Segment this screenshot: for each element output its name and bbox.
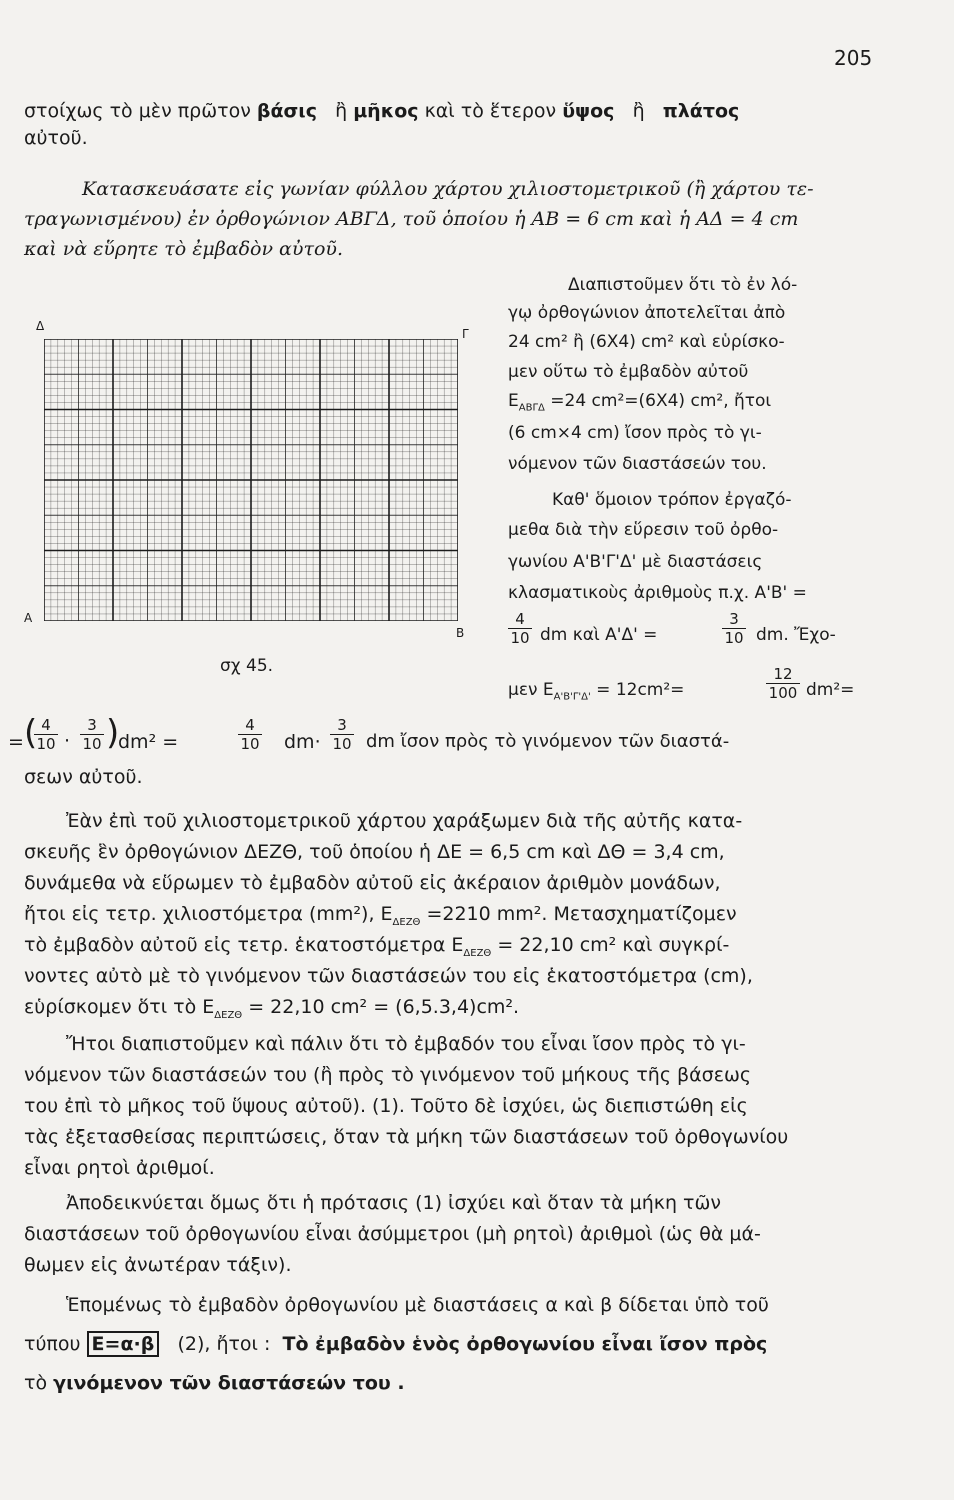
p3-line-1: Ἤτοι διαπιστοῦμεν καὶ πάλιν ὅτι τὸ ἐμβαδόν του εἶναι ἴσον πρὸς τὸ γι- xyxy=(66,1033,746,1055)
p4-line-3: θωμεν εἰς ἀνωτέραν τάξιν). xyxy=(24,1254,292,1276)
millimetre-grid-rectangle xyxy=(44,339,458,621)
p3-line-3: του ἐπὶ τὸ μῆκος τοῦ ὕψους αὐτοῦ). (1). Τοῦτο δὲ ἰσχύει, ὡς διεπιστώθη εἰς xyxy=(24,1095,748,1117)
p3-line-4: τὰς ἐξετασθείσας περιπτώσεις, ὅταν τὰ μήκη τῶν διαστάσεων τοῦ ὀρθογωνίου xyxy=(24,1126,789,1148)
rc-frac-1: $\frac{4}{10}$ xyxy=(508,612,532,646)
formula-lparen: ( xyxy=(24,713,38,753)
formula-line-2: σεων αὐτοῦ. xyxy=(24,766,143,788)
p2-line-3: δυνάμεθα νὰ εὕρωμεν τὸ ἐμβαδὸν αὐτοῦ εἰς ἀκέραιον ἀριθμὸν μονάδων, xyxy=(24,872,721,894)
p2-line-4: ἤτοι εἰς τετρ. χιλιοστόμετρα (mm²), $E_{\Delta EZ\Theta} =2210$ mm². Μετασχηματίζομεν xyxy=(24,903,737,928)
rc-line-1: Διαπιστοῦμεν ὅτι τὸ ἐν λό- xyxy=(568,275,798,295)
formula-frac-1: $\frac{4}{10}$ xyxy=(34,718,58,752)
rc-line-13: μεν $E_{A'B'\Gamma'\Delta'} = 12cm^2=$ xyxy=(508,680,685,703)
formula-eq: = xyxy=(8,731,24,753)
exercise-line-1: Κατασκευάσατε εἰς γωνίαν φύλλου χάρτου χιλιοστομετρικοῦ (ἢ χάρτου τε- xyxy=(82,178,814,200)
formula-unit: dm² = xyxy=(118,731,179,753)
figure-caption: σχ 45. xyxy=(220,656,274,676)
formula-tail: dm ἴσον πρὸς τὸ γινόμενον τῶν διαστά- xyxy=(366,731,730,752)
formula-rparen: ) xyxy=(106,713,120,753)
p3-line-2: νόμενον τῶν διαστάσεών του (ἢ πρὸς τὸ γινόμενον τοῦ μήκους τῆς βάσεως xyxy=(24,1064,752,1086)
label-beta: Β xyxy=(456,626,465,640)
rc-line-9: μεθα διὰ τὴν εὕρεσιν τοῦ ὀρθο- xyxy=(508,520,779,540)
p4-line-1: Ἀποδεικνύεται ὅμως ὅτι ἡ πρότασις (1) ἰσχύει καὶ ὅταν τὰ μήκη τῶν xyxy=(66,1192,722,1214)
p2-line-1: Ἐὰν ἐπὶ τοῦ χιλιοστομετρικοῦ χάρτου χαράξωμεν διὰ τῆς αὐτῆς κατα- xyxy=(66,810,743,832)
p2-line-7: εὑρίσκομεν ὅτι τὸ $E_{\Delta EZ\Theta} = 22,10$ cm² = (6,5.3,4)cm². xyxy=(24,996,520,1021)
rc-line-4: μεν οὕτω τὸ ἐμβαδὸν αὐτοῦ xyxy=(508,362,749,382)
area-formula-box: Ε=α·β xyxy=(87,1331,160,1357)
rc-line-5: $E_{AB\Gamma\Delta} =24$ cm²=(6Χ4) cm², ἤτοι xyxy=(508,391,772,414)
page-number: 205 xyxy=(834,46,873,70)
p1-line-1: στοίχως τὸ μὲν πρῶτον βάσις ἢ μῆκος καὶ τὸ ἕτερον ὕψος ἢ πλάτος xyxy=(24,100,740,122)
formula-dm-dot: dm· xyxy=(284,731,321,753)
rc-line-6: (6 cm×4 cm) ἴσον πρὸς τὸ γι- xyxy=(508,423,762,443)
rc-frac-2: $\frac{3}{10}$ xyxy=(722,612,746,646)
p5-line-3: τὸ γινόμενον τῶν διαστάσεών του . xyxy=(24,1372,405,1394)
exercise-line-2: τραγωνισμένου) ἐν ὀρθογώνιον ΑΒΓΔ, τοῦ ὁποίου ἡ ΑΒ = 6 cm καὶ ἡ ΑΔ = 4 cm xyxy=(24,208,799,230)
label-delta: Δ xyxy=(36,319,45,333)
formula-frac-4: $\frac{3}{10}$ xyxy=(330,718,354,752)
rc-line-12-mid: dm καὶ Α'Δ' = xyxy=(540,625,658,645)
p5-line-1: Ἑπομένως τὸ ἐμβαδὸν ὀρθογωνίου μὲ διαστάσεις α καὶ β δίδεται ὑπὸ τοῦ xyxy=(66,1294,769,1316)
rc-line-3: 24 cm² ἢ (6Χ4) cm² καὶ εὑρίσκο- xyxy=(508,332,785,352)
p5-line-2: τύπου Ε=α·β (2), ἤτοι : Τὸ ἐμβαδὸν ἑνὸς ὀρθογωνίου εἶναι ἴσον πρὸς xyxy=(24,1333,768,1355)
rc-line-12-end: dm. Ἔχο- xyxy=(756,625,836,645)
p2-line-5: τὸ ἐμβαδὸν αὐτοῦ εἰς τετρ. ἑκατοστόμετρα $E_{\Delta EZ\Theta} = 22,10$ cm² καὶ συγκρί- xyxy=(24,934,730,959)
rc-frac-3: $\frac{12}{100}$ xyxy=(766,667,800,701)
rc-line-11: κλασματικοὺς ἀριθμοὺς π.χ. Α'Β' = xyxy=(508,583,807,603)
p3-line-5: εἶναι ρητοὶ ἀριθμοί. xyxy=(24,1157,215,1179)
formula-dot: · xyxy=(64,730,71,752)
exercise-line-3: καὶ νὰ εὕρητε τὸ ἐμβαδὸν αὐτοῦ. xyxy=(24,238,343,260)
rc-line-2: γῳ ὀρθογώνιον ἀποτελεῖται ἀπὸ xyxy=(508,303,786,323)
label-alpha: Α xyxy=(24,611,33,625)
rc-line-10: γωνίου Α'Β'Γ'Δ' μὲ διαστάσεις xyxy=(508,552,763,572)
formula-frac-2: $\frac{3}{10}$ xyxy=(80,718,104,752)
rc-line-7: νόμενον τῶν διαστάσεών του. xyxy=(508,454,767,474)
p2-line-2: σκευῆς ἓν ὀρθογώνιον ΔΕΖΘ, τοῦ ὁποίου ἡ ΔΕ = 6,5 cm καὶ ΔΘ = 3,4 cm, xyxy=(24,841,725,863)
label-gamma: Γ xyxy=(462,327,469,341)
p4-line-2: διαστάσεων τοῦ ὀρθογωνίου εἶναι ἀσύμμετροι (μὴ ρητοὶ) ἀριθμοὶ (ὡς θὰ μά- xyxy=(24,1223,761,1245)
rc-line-13-end: dm²= xyxy=(806,680,855,700)
formula-frac-3: $\frac{4}{10}$ xyxy=(238,718,262,752)
p2-line-6: νοντες αὐτὸ μὲ τὸ γινόμενον τῶν διαστάσεών του εἰς ἑκατοστόμετρα (cm), xyxy=(24,965,753,987)
p1-line-2: αὐτοῦ. xyxy=(24,127,88,149)
rc-line-8: Καθ' ὅμοιον τρόπον ἐργαζό- xyxy=(552,490,792,510)
